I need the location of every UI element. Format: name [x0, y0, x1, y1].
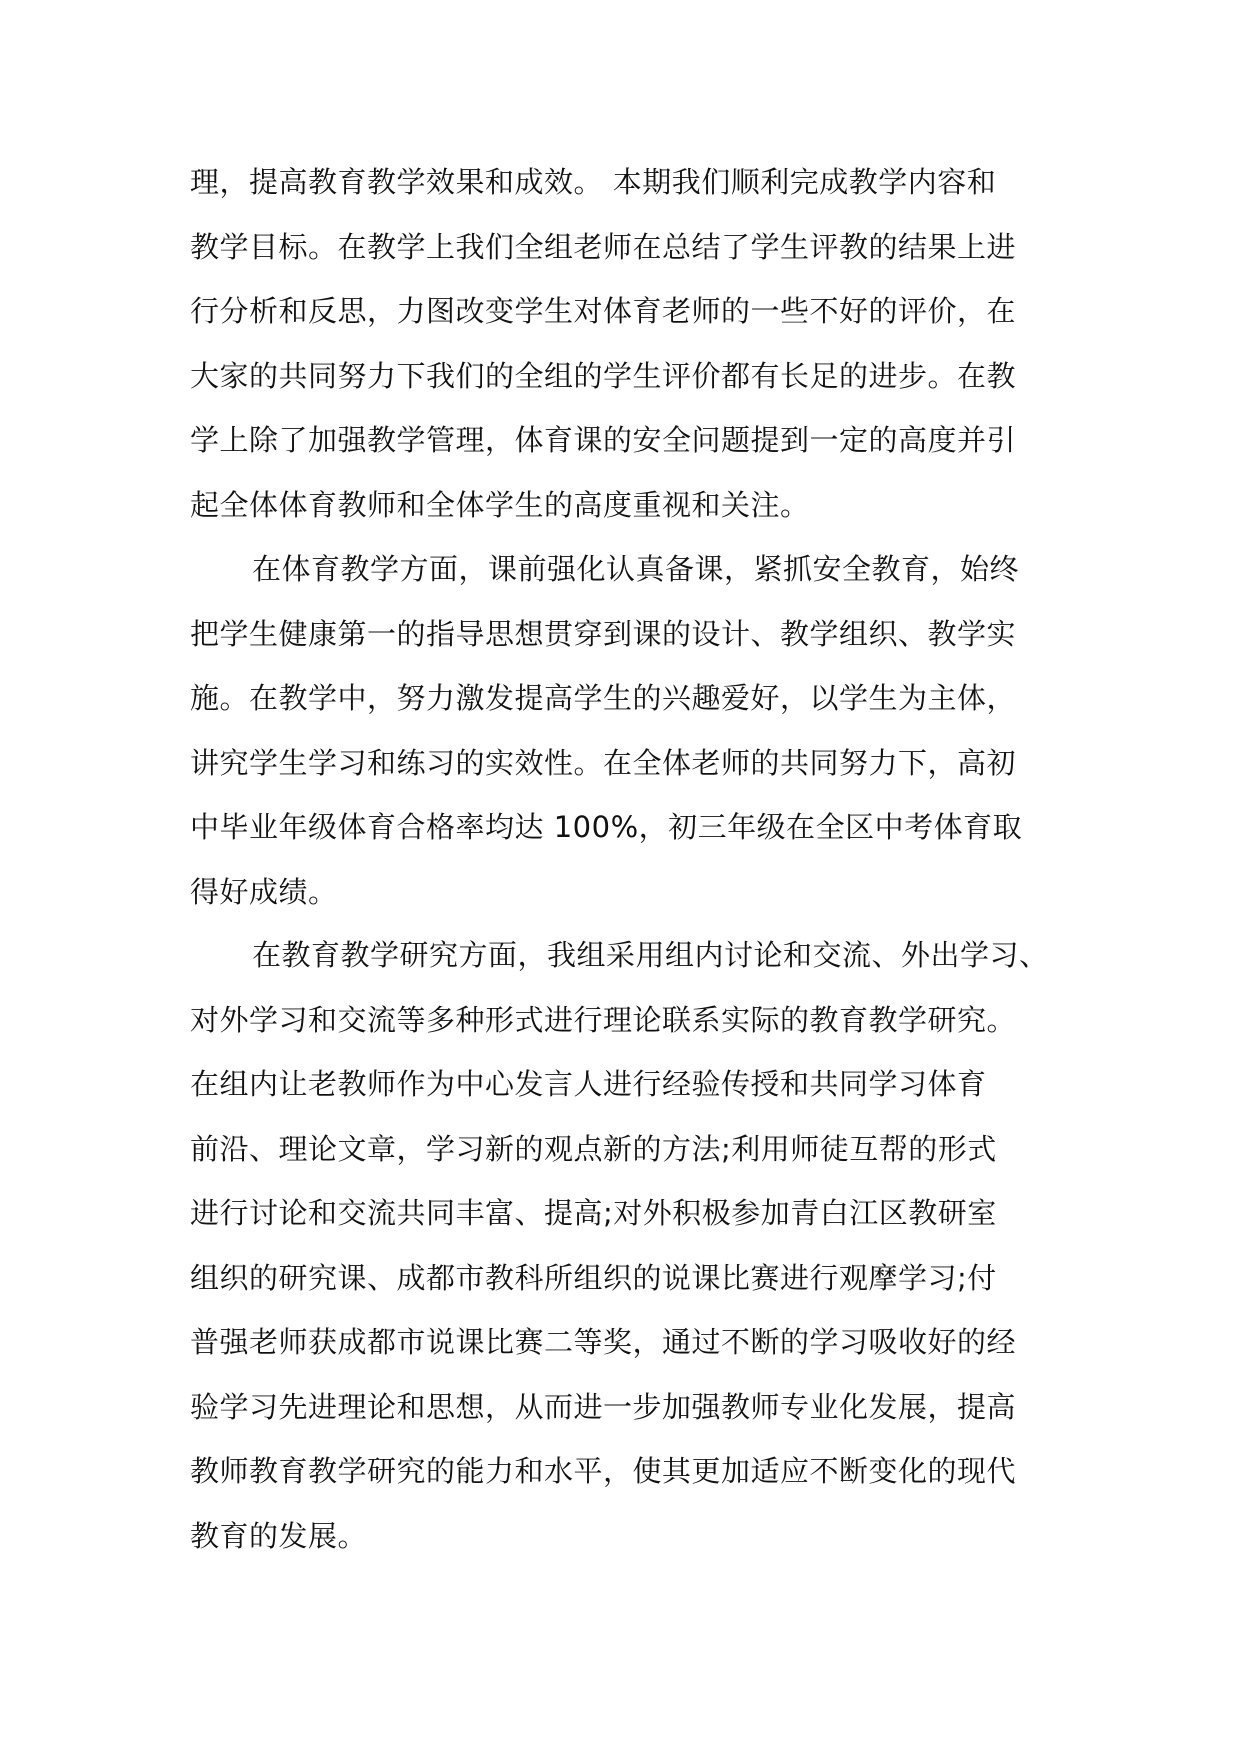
paragraph-3: [190, 923, 1070, 1568]
text-line: 大家的共同努力下我们的全组的学生评价都有长足的进步。在教: [190, 358, 1017, 393]
text-line: 在体育教学方面，课前强化认真备课，紧抓安全教育，始终: [252, 552, 1020, 586]
paragraph-2: [190, 537, 1070, 924]
text-line: 行分析和反思，力图改变学生对体育老师的一些不好的评价，在: [190, 294, 1017, 328]
text-line: 教育的发展。: [190, 1518, 368, 1553]
text-line: 得好成绩。: [190, 874, 338, 909]
text-line: 中毕业年级体育合格率均达 100%，初三年级在全区中考体育取: [190, 810, 1023, 844]
paragraph-1: [190, 150, 1070, 537]
text-line: 把学生健康第一的指导思想贯穿到课的设计、教学组织、教学实: [190, 616, 1017, 651]
text-line: 理，提高教育教学效果和成效。 本期我们顺利完成教学内容和: [190, 165, 997, 199]
text-line: 普强老师获成都市说课比赛二等奖，通过不断的学习吸收好的经: [190, 1325, 1017, 1359]
text-line: 学上除了加强教学管理，体育课的安全问题提到一定的高度并引: [190, 423, 1017, 457]
text-line: 讲究学生学习和练习的实效性。在全体老师的共同努力下，高初: [190, 745, 1017, 780]
text-line: 起全体体育教师和全体学生的高度重视和关注。: [190, 487, 810, 522]
text-line: 前沿、理论文章，学习新的观点新的方法;利用师徒互帮的形式: [190, 1131, 997, 1166]
text-line: 在教育教学研究方面，我组采用组内讨论和交流、外出学习、: [252, 938, 1049, 972]
text-line: 组织的研究课、成都市教科所组织的说课比赛进行观摩学习;付: [190, 1260, 997, 1295]
text-line: 教学目标。在教学上我们全组老师在总结了学生评教的结果上进: [190, 229, 1017, 264]
text-line: 对外学习和交流等多种形式进行理论联系实际的教育教学研究。: [190, 1002, 1017, 1037]
text-line: 教师教育教学研究的能力和水平，使其更加适应不断变化的现代: [190, 1454, 1017, 1488]
text-line: 验学习先进理论和思想，从而进一步加强教师专业化发展，提高: [190, 1389, 1017, 1424]
text-line: 进行讨论和交流共同丰富、提高;对外积极参加青白江区教研室: [190, 1196, 997, 1230]
text-line: 在组内让老教师作为中心发言人进行经验传授和共同学习体育: [190, 1067, 987, 1101]
text-line: 施。在教学中，努力激发提高学生的兴趣爱好，以学生为主体，: [190, 681, 1017, 715]
